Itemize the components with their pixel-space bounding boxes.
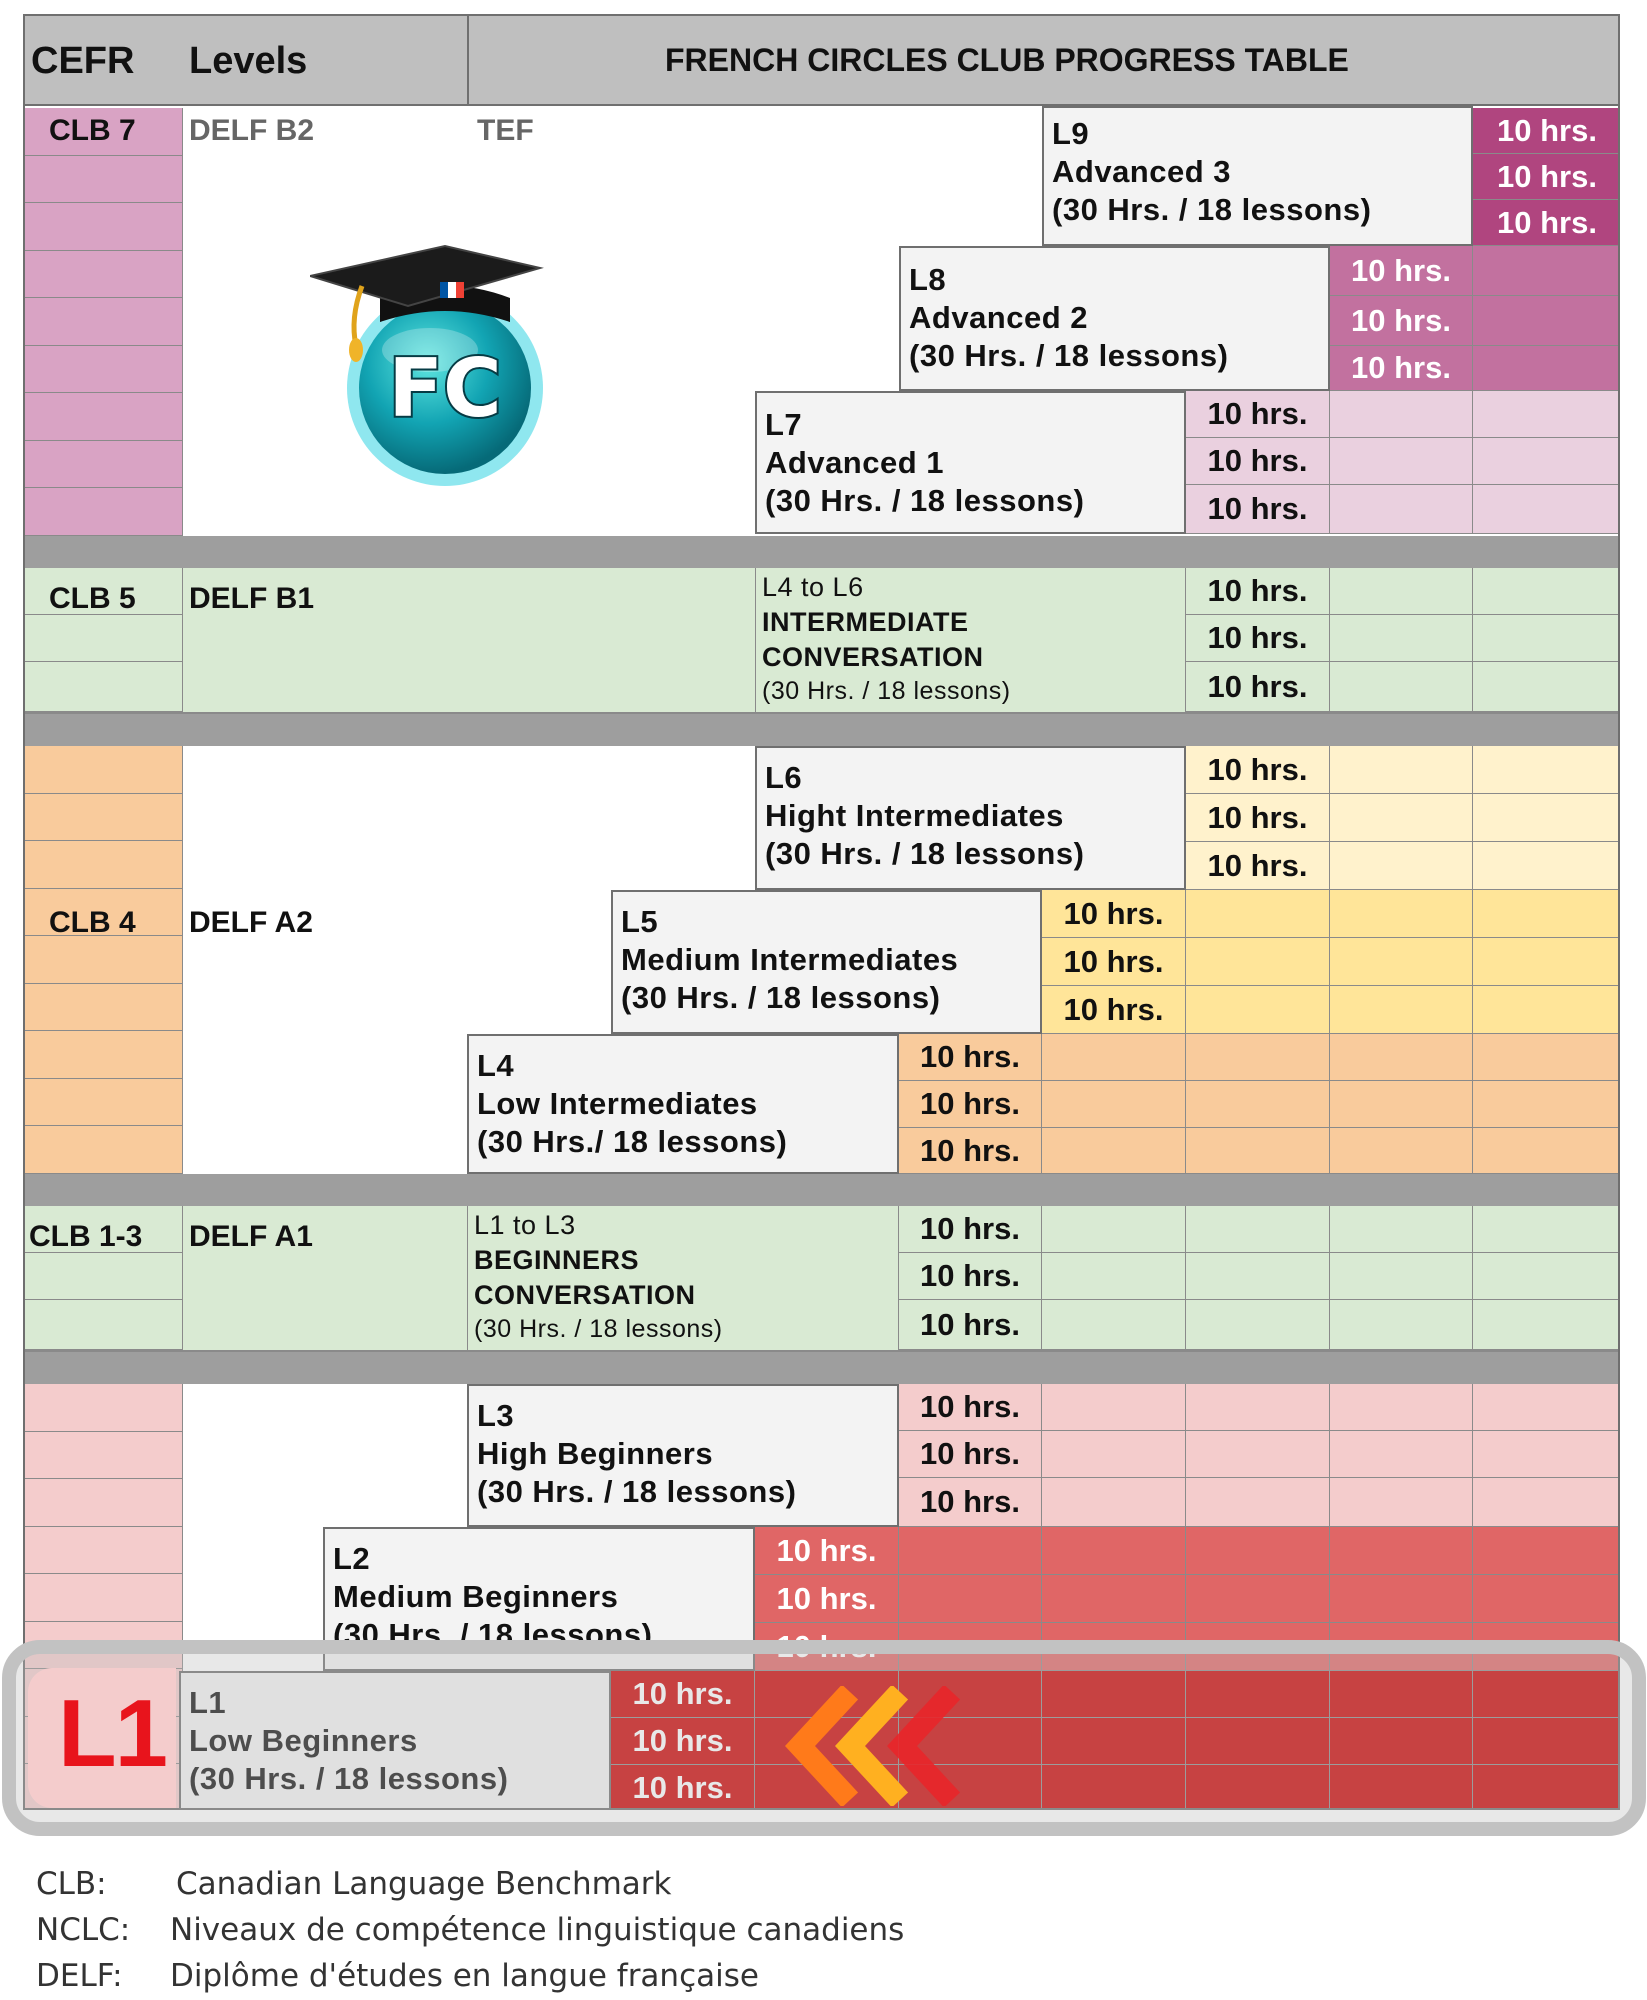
hours-cell: 10 hrs. xyxy=(1042,986,1186,1034)
grid-cell xyxy=(1473,1081,1620,1128)
clb-label: CLB 5 xyxy=(49,582,136,615)
conversation-line: CONVERSATION xyxy=(474,1280,696,1310)
side-band xyxy=(25,1432,183,1480)
conversation-box-inter xyxy=(755,568,1186,712)
grid-cell xyxy=(1473,1128,1620,1174)
tef-label: TEF xyxy=(477,114,534,147)
side-band xyxy=(25,1253,183,1300)
grid-cell xyxy=(1473,1034,1620,1081)
header-title: FRENCH CIRCLES CLUB PROGRESS TABLE xyxy=(665,42,1349,78)
delf-label: DELF B1 xyxy=(189,582,315,615)
hours-cell: 10 hrs. xyxy=(1186,615,1330,662)
header-divider xyxy=(467,16,469,106)
side-band xyxy=(25,251,183,299)
level-name: High Beginners xyxy=(477,1436,714,1471)
level-code: L2 xyxy=(333,1541,371,1576)
level-code: L3 xyxy=(477,1398,515,1433)
delf-label: DELF A1 xyxy=(189,1220,313,1253)
side-band xyxy=(25,298,183,346)
hours-cell: 10 hrs. xyxy=(755,1623,899,1671)
hours-cell: 10 hrs. xyxy=(1186,662,1330,712)
grid-cell xyxy=(1330,485,1473,534)
clb-label: CLB 7 xyxy=(49,114,136,147)
progress-table xyxy=(23,14,1620,1810)
hours-cell: 10 hrs. xyxy=(899,1206,1042,1253)
grid-cell xyxy=(1330,662,1473,712)
legend-item-delf xyxy=(36,1958,759,1994)
grid-cell xyxy=(1473,1206,1620,1253)
side-band xyxy=(25,441,183,489)
side-band xyxy=(25,346,183,394)
level-detail: (30 Hrs./ 18 lessons) xyxy=(477,1124,788,1159)
grid-cell xyxy=(1186,1575,1330,1623)
grid-cell xyxy=(1186,890,1330,938)
section-separator xyxy=(25,714,1620,746)
grid-cell xyxy=(1330,391,1473,438)
hours-cell: 10 hrs. xyxy=(899,1431,1042,1478)
level-code: L7 xyxy=(765,407,803,442)
conversation-line: (30 Hrs. / 18 lessons) xyxy=(762,677,1011,705)
hours-cell: 10 hrs. xyxy=(899,1253,1042,1300)
hours-cell: 10 hrs. xyxy=(1473,154,1620,200)
level-box-l9 xyxy=(1042,106,1473,246)
grid-cell xyxy=(1330,1034,1473,1081)
grid-cell xyxy=(1473,1527,1620,1575)
legend-item-clb xyxy=(36,1866,672,1902)
conversation-line: INTERMEDIATE xyxy=(762,607,969,637)
grid-cell xyxy=(1042,1527,1186,1575)
side-band xyxy=(25,794,183,842)
grid-cell xyxy=(1473,1478,1620,1527)
grid-cell xyxy=(1042,1575,1186,1623)
hours-cell: 10 hrs. xyxy=(899,1034,1042,1081)
grid-cell xyxy=(1473,794,1620,842)
grid-cell xyxy=(1042,1206,1186,1253)
conversation-line: CONVERSATION xyxy=(762,642,984,672)
grid-cell xyxy=(1473,1253,1620,1300)
side-band xyxy=(25,1479,183,1527)
conversation-line: BEGINNERS xyxy=(474,1245,640,1275)
level-name: Medium Intermediates xyxy=(621,942,959,977)
header-levels: Levels xyxy=(189,40,308,82)
grid-cell xyxy=(1330,1300,1473,1350)
level-detail: (30 Hrs. / 18 lessons) xyxy=(765,483,1085,518)
conversation-box-beg xyxy=(467,1206,899,1350)
grid-cell xyxy=(1330,1384,1473,1431)
level-name: Hight Intermediates xyxy=(765,798,1064,833)
level-name: Medium Beginners xyxy=(333,1579,619,1614)
level-box-l8 xyxy=(899,246,1330,391)
grid-cell xyxy=(1042,1300,1186,1350)
grid-cell xyxy=(1330,568,1473,615)
conversation-line: L4 to L6 xyxy=(762,572,864,602)
side-band xyxy=(25,936,183,984)
legend-text: Canadian Language Benchmark xyxy=(176,1866,672,1902)
clb-label: CLB 1-3 xyxy=(29,1220,143,1253)
grid-cell xyxy=(899,1575,1042,1623)
grid-cell xyxy=(1473,938,1620,986)
grid-cell xyxy=(1330,890,1473,938)
section-separator xyxy=(25,536,1620,568)
hours-cell: 10 hrs. xyxy=(1330,346,1473,391)
hours-cell: 10 hrs. xyxy=(1186,391,1330,438)
grid-cell xyxy=(1186,1206,1330,1253)
grid-cell xyxy=(1186,1128,1330,1174)
grid-cell xyxy=(1473,615,1620,662)
graduation-cap-logo-icon xyxy=(310,238,550,488)
grid-cell xyxy=(1473,246,1620,296)
header-cefr: CEFR xyxy=(31,40,135,82)
grid-cell xyxy=(1473,1300,1620,1350)
grid-cell xyxy=(1473,1431,1620,1478)
grid-cell xyxy=(1042,1128,1186,1174)
grid-cell xyxy=(1473,296,1620,346)
level-box-l4 xyxy=(467,1034,899,1174)
grid-cell xyxy=(1186,1431,1330,1478)
grid-cell xyxy=(899,1527,1042,1575)
hours-cell: 10 hrs. xyxy=(899,1081,1042,1128)
grid-cell xyxy=(1473,662,1620,712)
grid-cell xyxy=(1186,1300,1330,1350)
side-band xyxy=(25,984,183,1032)
grid-cell xyxy=(1042,1431,1186,1478)
grid-cell xyxy=(1042,1478,1186,1527)
grid-cell xyxy=(1473,842,1620,890)
grid-cell xyxy=(1330,1253,1473,1300)
level-detail: (30 Hrs. / 18 lessons) xyxy=(189,1761,509,1796)
grid-cell xyxy=(1473,1384,1620,1431)
side-band xyxy=(25,488,183,536)
side-band xyxy=(25,1300,183,1350)
level-name: Low Intermediates xyxy=(477,1086,758,1121)
grid-cell xyxy=(1330,615,1473,662)
grid-cell xyxy=(1186,1034,1330,1081)
grid-cell xyxy=(1473,485,1620,534)
section-separator xyxy=(25,1352,1620,1384)
grid-cell xyxy=(1473,1575,1620,1623)
level-detail: (30 Hrs. / 18 lessons) xyxy=(765,836,1085,871)
grid-cell xyxy=(1330,842,1473,890)
level-code: L9 xyxy=(1052,116,1090,151)
grid-cell xyxy=(1330,1206,1473,1253)
hours-cell: 10 hrs. xyxy=(1186,568,1330,615)
grid-cell xyxy=(1186,1478,1330,1527)
grid-cell xyxy=(1330,1431,1473,1478)
hours-cell: 10 hrs. xyxy=(1473,200,1620,246)
legend-abbr: CLB: xyxy=(36,1866,107,1902)
grid-cell xyxy=(1330,986,1473,1034)
side-band xyxy=(25,841,183,889)
hours-cell: 10 hrs. xyxy=(1042,890,1186,938)
side-band xyxy=(25,203,183,251)
level-box-l7 xyxy=(755,391,1186,534)
hours-cell: 10 hrs. xyxy=(755,1575,899,1623)
hours-cell: 10 hrs. xyxy=(611,1765,755,1810)
hours-cell: 10 hrs. xyxy=(1473,108,1620,154)
level-code: L5 xyxy=(621,904,659,939)
level-detail: (30 Hrs. / 18 lessons) xyxy=(333,1617,653,1652)
hours-cell: 10 hrs. xyxy=(1330,246,1473,296)
level-name: Advanced 2 xyxy=(909,300,1089,335)
grid-cell xyxy=(1186,1253,1330,1300)
chevron-left-double-icon xyxy=(780,1686,970,1806)
side-band xyxy=(25,615,183,662)
grid-cell xyxy=(1330,1128,1473,1174)
legend-abbr: NCLC: xyxy=(36,1912,131,1948)
level-detail: (30 Hrs. / 18 lessons) xyxy=(477,1474,797,1509)
grid-cell xyxy=(1186,1384,1330,1431)
level-name: Low Beginners xyxy=(189,1723,418,1758)
hours-cell: 10 hrs. xyxy=(611,1671,755,1718)
side-band xyxy=(25,393,183,441)
legend-text: Diplôme d'études en langue française xyxy=(170,1958,759,1994)
level-detail: (30 Hrs. / 18 lessons) xyxy=(621,980,941,1015)
delf-label: DELF B2 xyxy=(189,114,315,147)
grid-cell xyxy=(1330,1081,1473,1128)
legend-item-nclc xyxy=(36,1912,904,1948)
level-detail: (30 Hrs. / 18 lessons) xyxy=(1052,192,1372,227)
grid-cell xyxy=(1186,986,1330,1034)
grid-cell xyxy=(1042,1253,1186,1300)
grid-cell xyxy=(1186,1081,1330,1128)
legend-text: Niveaux de compétence linguistique canadiens xyxy=(170,1912,905,1948)
hours-cell: 10 hrs. xyxy=(1186,842,1330,890)
level-code: L6 xyxy=(765,760,803,795)
delf-label: DELF A2 xyxy=(189,906,313,939)
grid-cell xyxy=(1042,1081,1186,1128)
grid-cell xyxy=(1330,1575,1473,1623)
grid-cell xyxy=(1330,1478,1473,1527)
grid-cell xyxy=(1330,1527,1473,1575)
hours-cell: 10 hrs. xyxy=(1330,296,1473,346)
conversation-line: L1 to L3 xyxy=(474,1210,576,1240)
level-box-l3 xyxy=(467,1384,899,1527)
grid-cell xyxy=(1473,890,1620,938)
conversation-line: (30 Hrs. / 18 lessons) xyxy=(474,1315,723,1343)
section-separator xyxy=(25,1174,1620,1206)
hours-cell: 10 hrs. xyxy=(1186,438,1330,485)
level-detail: (30 Hrs. / 18 lessons) xyxy=(909,338,1229,373)
grid-cell xyxy=(1042,1034,1186,1081)
side-band xyxy=(25,746,183,794)
grid-cell xyxy=(1473,346,1620,391)
hours-cell: 10 hrs. xyxy=(1186,746,1330,794)
hours-cell: 10 hrs. xyxy=(755,1527,899,1575)
level-code: L4 xyxy=(477,1048,515,1083)
hours-cell: 10 hrs. xyxy=(1186,485,1330,534)
grid-cell xyxy=(1330,794,1473,842)
grid-cell xyxy=(1473,438,1620,485)
side-band xyxy=(25,1079,183,1127)
level-box-l6 xyxy=(755,746,1186,890)
level-code: L1 xyxy=(189,1685,227,1720)
side-band xyxy=(25,1126,183,1174)
grid-cell xyxy=(1186,938,1330,986)
grid-cell xyxy=(1186,1527,1330,1575)
hours-cell: 10 hrs. xyxy=(899,1300,1042,1350)
logo-text: FC xyxy=(388,342,502,435)
hours-cell: 10 hrs. xyxy=(899,1128,1042,1174)
grid-cell xyxy=(1473,746,1620,794)
grid-cell xyxy=(1473,391,1620,438)
clb-label: CLB 4 xyxy=(49,906,136,939)
side-band xyxy=(25,1527,183,1575)
side-band xyxy=(25,662,183,712)
hours-cell: 10 hrs. xyxy=(899,1384,1042,1431)
grid-cell xyxy=(1473,568,1620,615)
grid-cell xyxy=(1473,986,1620,1034)
hours-cell: 10 hrs. xyxy=(611,1718,755,1765)
grid-cell xyxy=(1330,746,1473,794)
hours-cell: 10 hrs. xyxy=(1042,938,1186,986)
level-name: Advanced 1 xyxy=(765,445,945,480)
grid-cell xyxy=(1330,938,1473,986)
level-code: L8 xyxy=(909,262,947,297)
side-band xyxy=(25,1031,183,1079)
hours-cell: 10 hrs. xyxy=(1186,794,1330,842)
side-band xyxy=(25,156,183,204)
side-band xyxy=(25,1384,183,1432)
level-box-l5 xyxy=(611,890,1042,1034)
legend-abbr: DELF: xyxy=(36,1958,123,1994)
side-band xyxy=(25,1574,183,1622)
grid-cell xyxy=(1330,438,1473,485)
grid-cell xyxy=(1042,1384,1186,1431)
hours-cell: 10 hrs. xyxy=(899,1478,1042,1527)
current-level-label: L1 xyxy=(58,1680,167,1787)
level-name: Advanced 3 xyxy=(1052,154,1232,189)
